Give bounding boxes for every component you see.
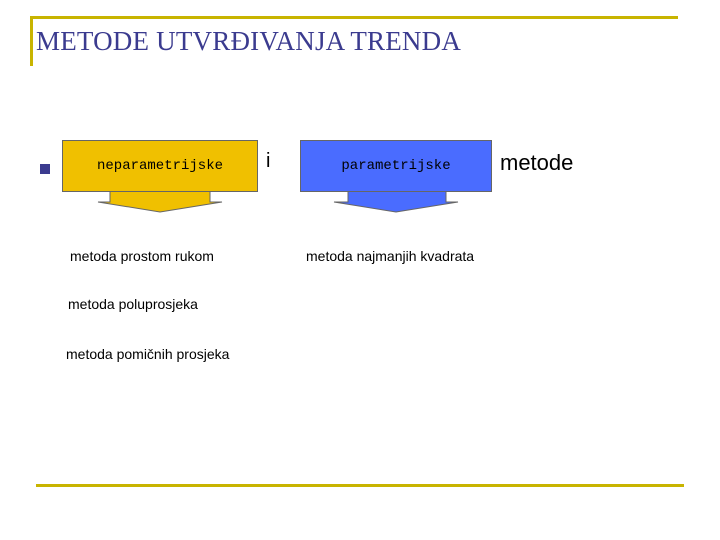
title-frame-left-line — [30, 16, 33, 66]
slide-title: METODE UTVRĐIVANJA TRENDA — [36, 26, 462, 56]
nonparametric-box: neparametrijske — [62, 140, 258, 192]
parametric-callout — [300, 140, 496, 214]
title-frame-top-line — [30, 16, 678, 19]
nonparametric-callout — [62, 140, 262, 214]
method-semi-averages: metoda poluprosjeka — [68, 296, 198, 312]
conjunction-i: i — [266, 150, 271, 172]
bullet-square-icon — [40, 164, 50, 174]
footer-line — [36, 484, 684, 487]
method-moving-averages: metoda pomičnih prosjeka — [66, 346, 230, 362]
method-freehand: metoda prostom rukom — [70, 248, 214, 264]
metode-label: metode — [500, 150, 574, 175]
method-least-squares: metoda najmanjih kvadrata — [306, 248, 475, 264]
parametric-box: parametrijske — [300, 140, 492, 192]
